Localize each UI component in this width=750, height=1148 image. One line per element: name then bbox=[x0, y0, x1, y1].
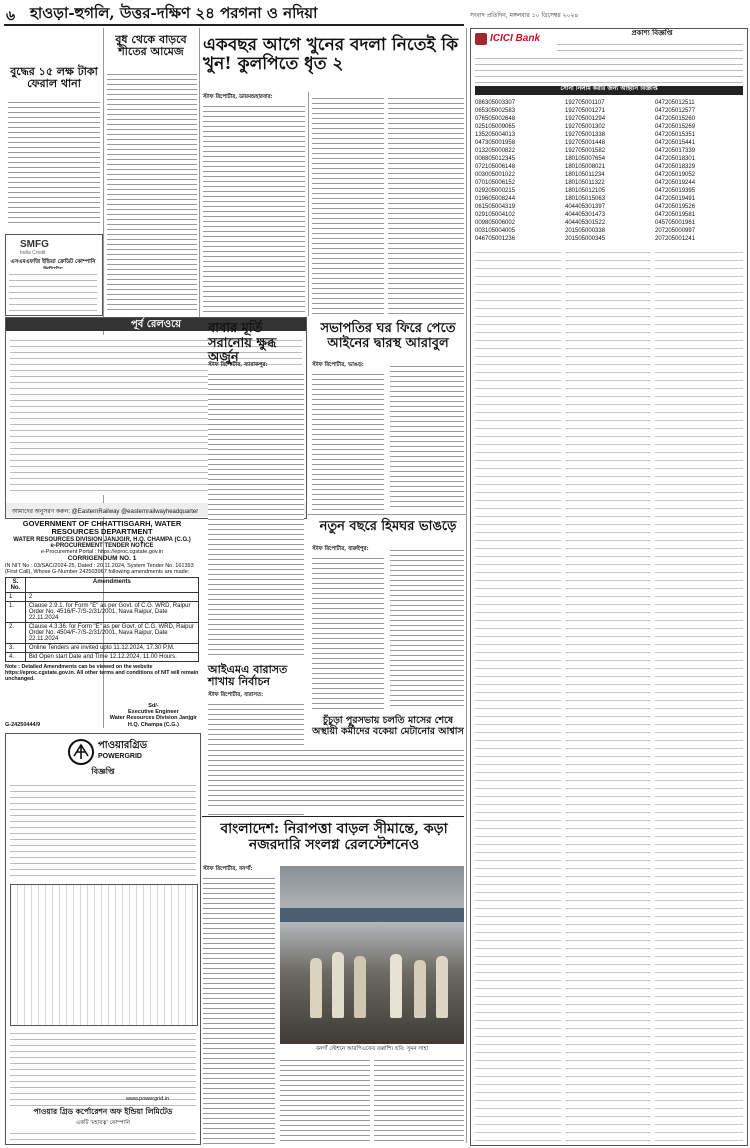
cg-corrigendum: CORRIGENDUM NO. 1 bbox=[67, 554, 137, 562]
list-item: 047205015269 bbox=[655, 124, 696, 130]
list-item: 047205019395 bbox=[655, 188, 696, 194]
cg-col-num: 2 bbox=[25, 592, 198, 601]
statue-headline: বাবার মূর্তি সরানোয় ক্ষুব্ধ অর্জুন bbox=[208, 321, 277, 366]
divider bbox=[308, 514, 466, 515]
tiger-story-body bbox=[8, 98, 100, 226]
cg-row-no: 1. bbox=[6, 601, 26, 622]
list-item: 047205012577 bbox=[655, 108, 696, 114]
icici-notice bbox=[470, 28, 748, 1146]
statue-dateline: স্টাফ রিপোর্টার, ব্যারাকপুর: bbox=[208, 362, 268, 368]
table-row bbox=[6, 652, 199, 661]
cg-portal: e-Procurement Portal : https://eproc.cgstate.gov.in bbox=[40, 548, 164, 555]
list-item: 009805006002 bbox=[475, 220, 516, 226]
header-rule bbox=[4, 24, 464, 26]
person-figure bbox=[390, 954, 402, 1018]
icici-table-col2-more bbox=[565, 245, 651, 1141]
list-item: 135205004013 bbox=[475, 132, 516, 138]
bangladesh-headline: বাংলাদেশ: নিরাপত্তা বাড়ল সীমান্তে, কড়া নজরদারি সংলগ্ন রেলস্টেশনেও bbox=[220, 821, 448, 853]
cg-row-no: 3. bbox=[6, 643, 26, 652]
icici-account-list-3 bbox=[655, 99, 743, 243]
powergrid-tagline: একটি 'মহারত্ন' কোম্পানি bbox=[75, 1120, 131, 1126]
masthead-date: সংবাদ প্রতিদিন, মঙ্গলবার ১০ ডিসেম্বর ২০২৪ bbox=[470, 12, 579, 19]
smfg-logo: SMFG bbox=[20, 239, 49, 250]
list-item: 013205000822 bbox=[475, 148, 516, 154]
list-item: 019605008244 bbox=[475, 196, 516, 202]
cold-storage-body-col2 bbox=[390, 546, 464, 710]
murder-story-body-col3 bbox=[388, 94, 464, 314]
bangladesh-body-col1 bbox=[203, 874, 275, 1144]
list-item: 070105006152 bbox=[475, 180, 516, 186]
eastern-railway-title: পূর্ব রেলওয়ে bbox=[130, 319, 182, 330]
list-item: 029205000215 bbox=[475, 188, 516, 194]
cg-row-text: Clause 2.9.1. for Form "E" as per Govt. of C.G. WRD, Raipur Order No. 4516/F-7/S-2/31/2001, Nava Raipur, Date 22.11.2024 bbox=[25, 601, 198, 622]
chinsurah-headline: চুঁচুড়া পুরসভায় চলতি মাসের শেষে অস্থায়ী কর্মীদের বকেয়া মেটানোর আশ্বাস bbox=[312, 715, 464, 737]
train-body bbox=[280, 908, 464, 922]
icici-table-col1-more bbox=[475, 245, 561, 1141]
list-item: 404405301522 bbox=[565, 220, 606, 226]
cg-sig-div: Water Resources Division Janjgir bbox=[109, 715, 197, 722]
list-item: 047205015351 bbox=[655, 132, 696, 138]
list-item: 201505000338 bbox=[565, 228, 606, 234]
icici-account-list-2 bbox=[565, 99, 651, 243]
cold-storage-dateline: স্টাফ রিপোর্টার, বারুইপুর: bbox=[312, 546, 369, 552]
chairman-story-body-col2 bbox=[390, 362, 464, 510]
list-item: 047205015441 bbox=[655, 140, 696, 146]
list-item: 404405301397 bbox=[565, 204, 606, 210]
powergrid-footer: পাওয়ার গ্রিড কর্পোরেশন অফ ইন্ডিয়া লিমিটেড bbox=[33, 1107, 173, 1116]
list-item: 192705001338 bbox=[565, 132, 606, 138]
cg-col-sno: S. No. bbox=[6, 577, 26, 592]
list-item: 192705001294 bbox=[565, 116, 606, 122]
list-item: 201505000345 bbox=[565, 236, 606, 242]
list-item: 065305002583 bbox=[475, 108, 516, 114]
icici-logo-icon bbox=[475, 33, 487, 45]
list-item: 180105015063 bbox=[565, 196, 606, 202]
icici-preamble bbox=[475, 53, 743, 83]
murder-story-body-col2 bbox=[312, 94, 384, 314]
list-item: 046705001236 bbox=[475, 236, 516, 242]
photo-caption: বনগাঁ স্টেশনে আরপিএফের তল্লাশি। ছবি: সুমন সাহা bbox=[315, 1046, 429, 1052]
cg-sig-sd: Sd/- bbox=[148, 702, 159, 709]
powergrid-notice: বিজ্ঞপ্তি bbox=[91, 766, 115, 776]
statue-story-body bbox=[208, 370, 304, 658]
cg-ref: G-24250444/9 bbox=[5, 722, 41, 728]
cg-sig-title: Executive Engineer bbox=[128, 709, 179, 716]
powergrid-table bbox=[10, 884, 198, 1026]
cg-amendments-table bbox=[5, 577, 199, 662]
cold-storage-body-col1 bbox=[312, 554, 384, 710]
cg-division: WATER RESOURCES DIVISION JANJGIR, H.Q. CHAMPA (C.G.) bbox=[13, 536, 191, 543]
list-item: 047205019526 bbox=[655, 204, 696, 210]
chairman-story-body-col1 bbox=[312, 370, 384, 510]
smfg-body bbox=[9, 269, 97, 311]
powergrid-brand: POWERGRID bbox=[98, 753, 142, 760]
chairman-dateline: স্টাফ রিপোর্টার, ভাঙড়: bbox=[312, 362, 364, 368]
cg-note: Note : Detailed Amendments can be viewed on the website https://eproc.cgstate.gov.in. All other terms and conditions of NIT will remain unchanged. bbox=[5, 663, 199, 683]
list-item: 192705001302 bbox=[565, 124, 606, 130]
person-figure bbox=[310, 958, 322, 1018]
list-item: 047205015260 bbox=[655, 116, 696, 122]
list-item: 045705001961 bbox=[655, 220, 696, 226]
tiger-headline: বুদ্ধের ১৫ লক্ষ টাকা ফেরাল থানা bbox=[10, 65, 98, 91]
table-row bbox=[6, 643, 199, 652]
cg-row-no: 2. bbox=[6, 622, 26, 643]
list-item: 192705001448 bbox=[565, 140, 606, 146]
powergrid-intro bbox=[10, 780, 196, 880]
list-item: 047205018329 bbox=[655, 164, 696, 170]
cold-storage-headline: নতুন বছরে হিমঘর ভাঙড়ে bbox=[319, 519, 457, 534]
list-item: 047205019244 bbox=[655, 180, 696, 186]
chairman-headline: সভাপতির ঘর ফিরে পেতে আইনের দ্বারস্থ আরাবুল bbox=[320, 321, 456, 351]
powergrid-web: www.powergrid.in bbox=[126, 1096, 170, 1102]
list-item: 404405301473 bbox=[565, 212, 606, 218]
aims-headline: আইএমএ বারাসত শাখায় নির্বাচন bbox=[208, 663, 288, 689]
list-item: 029105004102 bbox=[475, 212, 516, 218]
icici-subtitle: সোনা নিলাম করার জন্য আহ্বান বিজ্ঞপ্তি bbox=[560, 85, 658, 92]
smfg-company: এসএমএফজি ইন্ডিয়া ক্রেডিট কোম্পানি bbox=[10, 259, 96, 265]
page-number: ৬ bbox=[6, 8, 16, 24]
smfg-ad bbox=[5, 234, 103, 316]
powergrid-terms bbox=[10, 1028, 196, 1106]
cg-intro: IN NIT No : 03/SAC/2024-25, Dated : 20.11.2024, System Tender No. 161393 (First Call), Whose G-Number 242503967 following amendments are made: bbox=[5, 562, 194, 576]
powergrid-address bbox=[10, 1128, 196, 1140]
list-item: 025105009065 bbox=[475, 124, 516, 130]
aims-dateline: স্টাফ রিপোর্টার, বারাসত: bbox=[208, 692, 264, 698]
smfg-sub: India Credit bbox=[20, 250, 46, 256]
cg-col-amend: Amendments bbox=[25, 577, 198, 592]
list-item: 047205019491 bbox=[655, 196, 696, 202]
list-item: 180105012105 bbox=[565, 188, 606, 194]
cg-tender-ad bbox=[5, 520, 199, 728]
section-title: হাওড়া-হুগলি, উত্তর-দক্ষিণ ২৪ পরগনা ও নদিয়া bbox=[30, 4, 318, 22]
powergrid-logo-icon bbox=[68, 739, 94, 765]
person-figure bbox=[354, 956, 366, 1018]
murder-story-body-col1 bbox=[203, 102, 305, 314]
list-item: 192705001271 bbox=[565, 108, 606, 114]
cg-notice: e-PROCUREMENT TENDER NOTICE bbox=[50, 542, 154, 549]
station-photo bbox=[280, 866, 464, 1044]
cg-row-text: Clause 4.3.36. for Form "E" as per Govt. of C.G. WRD, Raipur Order No. 4504/F-7/S-2/31/2001, Nava Raipur, Date 22.11.2024 bbox=[25, 622, 198, 643]
cg-title: GOVERNMENT OF CHHATTISGARH, WATER RESOURCES DEPARTMENT bbox=[22, 519, 182, 537]
column-rule bbox=[466, 28, 467, 1143]
powergrid-ad bbox=[5, 733, 201, 1145]
list-item: 192705001582 bbox=[565, 148, 606, 154]
murder-headline: একবছর আগে খুনের বদলা নিতেই কি খুন! কুলপিতে ধৃত ২ bbox=[203, 35, 459, 75]
list-item: 072105006148 bbox=[475, 164, 516, 170]
table-row bbox=[6, 622, 199, 643]
list-item: 047205019581 bbox=[655, 212, 696, 218]
winter-headline: বুধ থেকে বাড়বে শীতের আমেজ bbox=[115, 33, 187, 59]
list-item: 180105011234 bbox=[565, 172, 605, 178]
list-item: 076505002648 bbox=[475, 116, 516, 122]
icici-account-list-1 bbox=[475, 99, 561, 243]
list-item: 180105011322 bbox=[565, 180, 605, 186]
list-item: 008805012345 bbox=[475, 156, 516, 162]
list-item: 003005001022 bbox=[475, 172, 516, 178]
eastern-railway-footer: আমাদের অনুসরণ করুন: @EasternRailway @easternrailwayheadquarter bbox=[12, 509, 199, 515]
cg-row-no: 4. bbox=[6, 652, 26, 661]
person-figure bbox=[414, 960, 426, 1018]
list-item: 180105007654 bbox=[565, 156, 606, 162]
list-item: 047205017339 bbox=[655, 148, 696, 154]
list-item: 047305001958 bbox=[475, 140, 516, 146]
icici-notice-title: প্রকাশ্য বিজ্ঞপ্তি bbox=[631, 28, 673, 37]
column-rule bbox=[199, 28, 200, 318]
table-row bbox=[6, 601, 199, 622]
cg-row-text: Online Tenders are invited upto 11.12.2024, 17.30 P.M. bbox=[25, 643, 198, 652]
list-item: 207205000997 bbox=[655, 228, 696, 234]
icici-address bbox=[557, 39, 743, 51]
winter-story-body bbox=[107, 70, 197, 310]
column-rule bbox=[308, 92, 309, 316]
bangladesh-dateline: স্টাফ রিপোর্টার, বনগাঁ: bbox=[203, 866, 253, 872]
cg-signature bbox=[110, 703, 197, 728]
cg-row-text: Bid Open start Date and Time 12.12.2024, 11.00 Hours. bbox=[25, 652, 198, 661]
bangladesh-body-col2 bbox=[280, 1056, 370, 1144]
list-item: 047205018301 bbox=[655, 156, 696, 162]
list-item: 192705001107 bbox=[565, 100, 605, 106]
list-item: 003105004005 bbox=[475, 228, 516, 234]
cg-col-num: 1 bbox=[6, 592, 26, 601]
list-item: 047205012511 bbox=[655, 100, 695, 106]
list-item: 086305003307 bbox=[475, 100, 516, 106]
list-item: 047205019052 bbox=[655, 172, 696, 178]
bangladesh-body-col3 bbox=[374, 1056, 464, 1144]
divider bbox=[202, 816, 464, 817]
icici-table-col3-more bbox=[655, 245, 743, 1141]
person-figure bbox=[436, 956, 448, 1018]
person-figure bbox=[332, 952, 344, 1018]
list-item: 061505004319 bbox=[475, 204, 516, 210]
chinsurah-story-body bbox=[208, 746, 464, 810]
icici-brand: ICICI Bank bbox=[490, 33, 541, 44]
list-item: 180105008021 bbox=[565, 164, 606, 170]
cg-sig-hq: H.Q. Champa (C.G.) bbox=[127, 721, 179, 728]
murder-dateline: স্টাফ রিপোর্টার, ডায়মন্ডহারবার: bbox=[203, 94, 273, 100]
list-item: 207205001241 bbox=[655, 236, 696, 242]
powergrid-brand-bn: পাওয়ারগ্রিড bbox=[98, 740, 148, 751]
